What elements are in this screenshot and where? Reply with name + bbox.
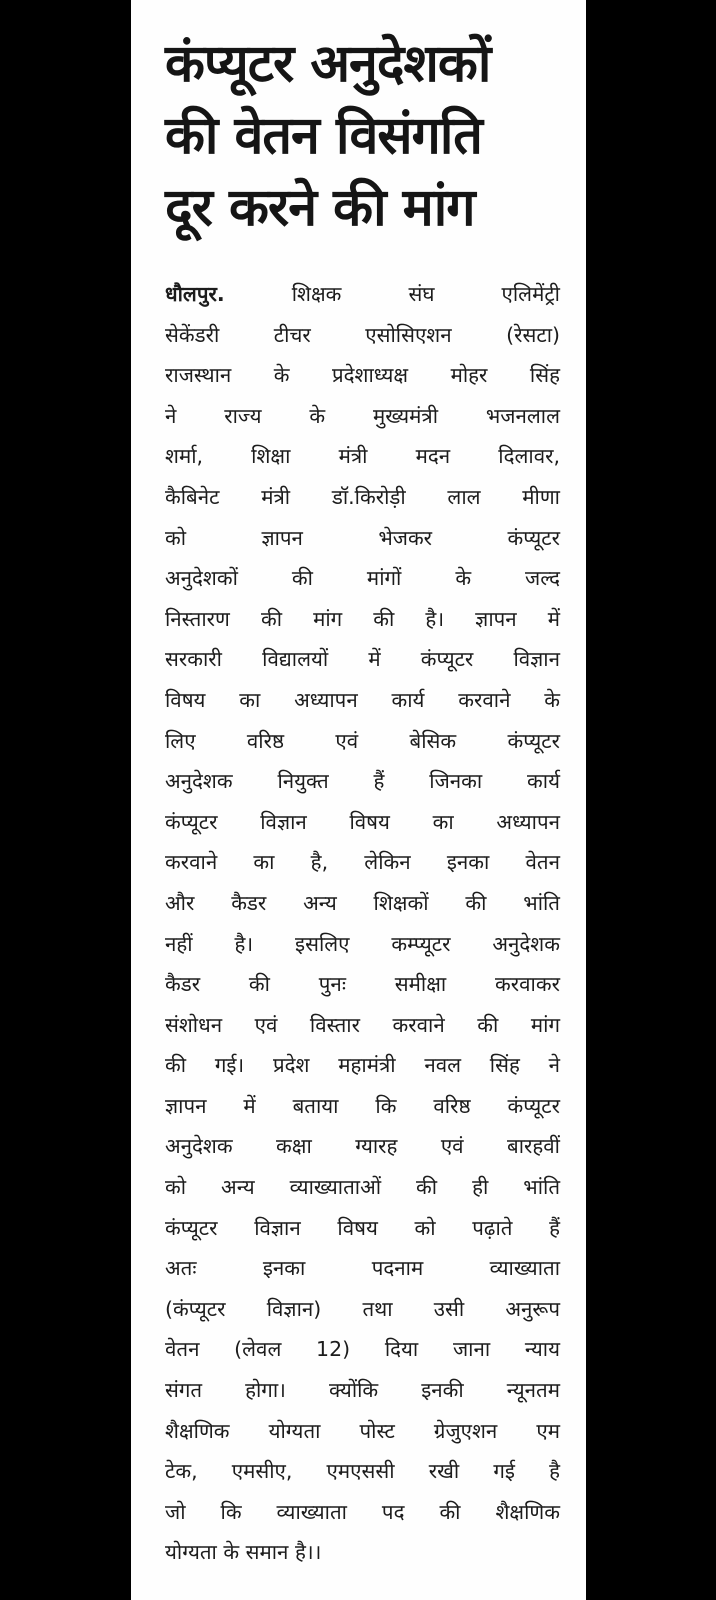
body-line: संगत होगा। क्योंकि इनकी न्यूनतम (165, 1378, 560, 1403)
newspaper-clipping (131, 0, 586, 1600)
body-line: की गई। प्रदेश महामंत्री नवल सिंह ने (165, 1053, 560, 1078)
body-line: शैक्षणिक योग्यता पोस्ट ग्रेजुएशन एम (165, 1418, 560, 1443)
dateline: धौलपुर. (165, 282, 225, 306)
body-line: राजस्थान के प्रदेशाध्यक्ष मोहर सिंह (165, 363, 560, 388)
body-line: जो कि व्याख्याता पद की शैक्षणिक (165, 1499, 560, 1524)
body-line: अतः इनका पदनाम व्याख्याता (165, 1256, 560, 1281)
body-line-first-text: शिक्षक संघ एलिमेंट्री (291, 282, 560, 306)
body-line-first (165, 274, 560, 315)
body-line: नहीं है। इसलिए कम्प्यूटर अनुदेशक (165, 931, 560, 956)
headline-line: कंप्यूटर अनुदेशकों (165, 34, 491, 94)
body-line: कैडर की पुनः समीक्षा करवाकर (165, 972, 560, 997)
body-line: निस्तारण की मांग की है। ज्ञापन में (165, 606, 560, 631)
body-line: टेक, एमसीए, एमएससी रखी गई है (165, 1459, 560, 1484)
headline-line: दूर करने की मांग (165, 178, 475, 238)
body-line: कैबिनेट मंत्री डॉ.किरोड़ी लाल मीणा (165, 484, 560, 509)
body-line: वेतन (लेवल 12) दिया जाना न्याय (165, 1337, 560, 1362)
body-line: लिए वरिष्ठ एवं बेसिक कंप्यूटर (165, 728, 560, 753)
body-line: कंप्यूटर विज्ञान विषय का अध्यापन (165, 809, 560, 834)
body-line: शर्मा, शिक्षा मंत्री मदन दिलावर, (165, 444, 560, 469)
body-line: (कंप्यूटर विज्ञान) तथा उसी अनुरूप (165, 1296, 560, 1321)
body-line: ज्ञापन में बताया कि वरिष्ठ कंप्यूटर (165, 1093, 560, 1118)
headline (165, 28, 565, 244)
body-line: विषय का अध्यापन कार्य करवाने के (165, 687, 560, 712)
body-line: को ज्ञापन भेजकर कंप्यूटर (165, 525, 560, 550)
body-line: ने राज्य के मुख्यमंत्री भजनलाल (165, 403, 560, 428)
body-line: संशोधन एवं विस्तार करवाने की मांग (165, 1012, 560, 1037)
body-line-last: योग्यता के समान है।। (165, 1540, 322, 1565)
body-line: अनुदेशक नियुक्त हैं जिनका कार्य (165, 769, 560, 794)
body-line: कंप्यूटर विज्ञान विषय को पढ़ाते हैं (165, 1215, 560, 1240)
article-body (165, 274, 560, 1573)
body-line: सरकारी विद्यालयों में कंप्यूटर विज्ञान (165, 647, 560, 672)
headline-line: की वेतन विसंगति (165, 106, 482, 166)
body-line: सेकेंडरी टीचर एसोसिएशन (रेसटा) (165, 322, 560, 347)
body-line: करवाने का है, लेकिन इनका वेतन (165, 850, 560, 875)
body-line: अनुदेशक कक्षा ग्यारह एवं बारहवीं (165, 1134, 560, 1159)
body-line: और कैडर अन्य शिक्षकों की भांति (165, 890, 560, 915)
body-line: को अन्य व्याख्याताओं की ही भांति (165, 1175, 560, 1200)
body-line: अनुदेशकों की मांगों के जल्द (165, 566, 560, 591)
